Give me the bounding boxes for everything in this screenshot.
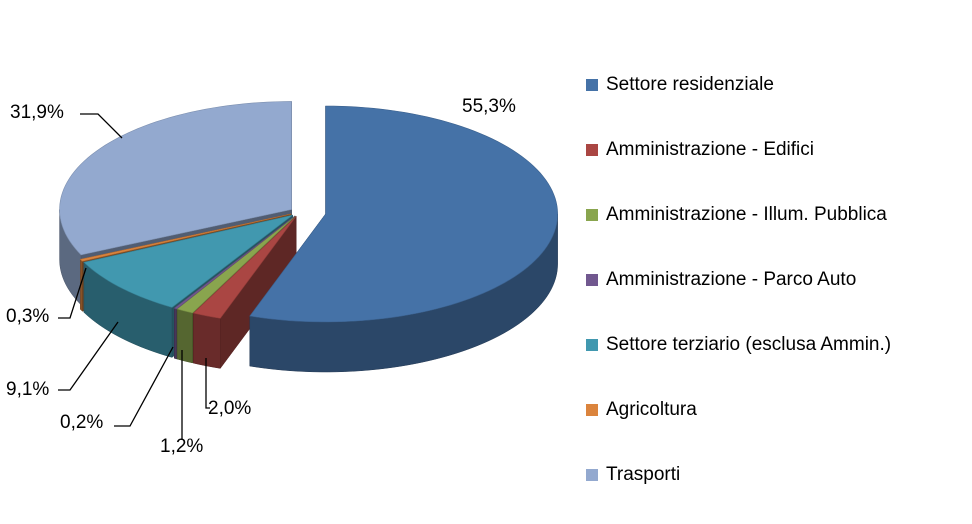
legend-label: Amministrazione - Illum. Pubblica <box>606 203 887 225</box>
data-label: 31,9% <box>10 102 64 123</box>
legend-swatch <box>586 404 598 416</box>
data-label: 9,1% <box>6 379 50 400</box>
pie-slice-side <box>193 313 220 368</box>
data-label: 55,3% <box>462 96 516 117</box>
legend-item-agricoltura <box>586 377 966 442</box>
legend-swatch <box>586 469 598 481</box>
legend-item-settore-residenziale <box>586 52 966 117</box>
legend-label: Settore residenziale <box>606 73 774 95</box>
data-label: 1,2% <box>160 436 204 457</box>
pie-slice-side <box>177 309 192 363</box>
legend-item-parco-auto <box>586 247 966 312</box>
legend-label: Amministrazione - Edifici <box>606 138 814 160</box>
legend-item-illum-pubblica <box>586 182 966 247</box>
legend-swatch <box>586 209 598 221</box>
legend <box>586 52 966 507</box>
pie-slice-side <box>174 308 177 359</box>
legend-item-amministrazione-edifici <box>586 117 966 182</box>
data-label: 2,0% <box>208 398 252 419</box>
legend-label: Agricoltura <box>606 398 697 420</box>
legend-swatch <box>586 339 598 351</box>
data-label: 0,3% <box>6 306 50 327</box>
legend-label: Trasporti <box>606 463 681 485</box>
leader-line <box>58 322 118 390</box>
legend-label: Settore terziario (esclusa Ammin.) <box>606 333 892 355</box>
leader-line <box>80 114 122 138</box>
legend-item-trasporti <box>586 442 966 507</box>
legend-swatch <box>586 144 598 156</box>
legend-swatch <box>586 79 598 91</box>
legend-swatch <box>586 274 598 286</box>
legend-label: Amministrazione - Parco Auto <box>606 268 857 290</box>
leader-line <box>114 347 173 426</box>
legend-item-settore-terziario <box>586 312 966 377</box>
data-label: 0,2% <box>60 412 104 433</box>
